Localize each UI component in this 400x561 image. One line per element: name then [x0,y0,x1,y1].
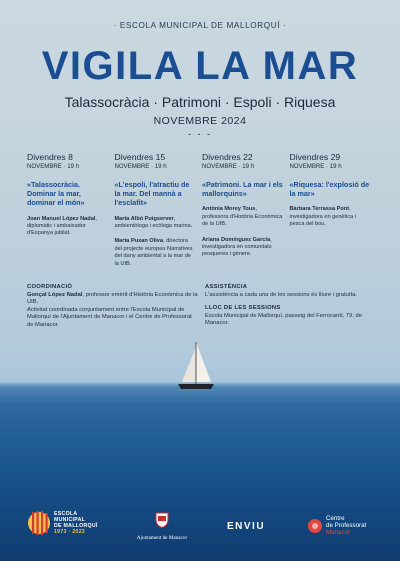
sessions-grid [27,152,377,268]
poster-month: NOVEMBRE 2024 [153,115,247,127]
session-title: «Patrimoni. La mar i els mallorquins» [202,180,283,199]
speaker-role: , professora d'Història Econòmica de la UIB. [202,206,283,228]
escola-years: 1973 · 2023 [54,529,85,535]
session-4 [290,152,378,268]
session-date: Divendres 15 [114,152,166,162]
escola-line2: MUNICIPAL [54,517,86,523]
session-time: NOVEMBRE · 19 h [114,163,167,170]
session-speaker [202,206,284,228]
session-speaker [202,237,284,259]
activity-text: Activitat coordinada conjuntament entre l'Escola Municipal de Mallorquí de l'Ajuntament de Manacor i el Centre de Professorat de Manacor. [27,306,192,328]
session-speaker [115,238,197,268]
venue-text: Escola Municipal de Mallorquí, passeig del Ferrocarril, 79, de Manacor. [205,312,362,327]
cp-line2: de Professorat [326,522,367,529]
speaker-name: Bàrbara Terrassa Pont [289,206,350,213]
escola-emblem-icon [28,510,50,536]
venue-heading: LLOC DE LES SESSIONS [205,305,281,312]
coordination-block [27,284,205,330]
session-date: Divendres 29 [289,152,341,162]
session-time: NOVEMBRE · 19 h [202,163,255,170]
practical-block [205,284,377,330]
poster-subtitle: Talassocràcia · Patrimoni · Espoli · Riquesa [64,94,336,110]
cp-star-icon [307,518,323,534]
session-speaker [27,216,109,238]
session-title: «Riquesa: l'explosió de la mar» [289,180,370,199]
shield-icon [155,512,169,528]
speaker-role: , directora del projecte europeu Narratives del dany ambiental a la mar de la UIB. [114,238,193,267]
session-speaker [115,216,197,231]
cp-line1: Centre [326,515,345,522]
coordinator-line [27,292,199,307]
speaker-name: Ariana Domínguez García [202,236,271,243]
escola-logo-text [54,511,98,535]
coordination-heading: COORDINACIÓ [27,284,73,290]
escola-logo [28,510,98,536]
speaker-role: , investigadora en genètica i pesca del bou. [289,206,357,228]
session-title: «Talassocràcia. Dominar la mar, dominar el món» [27,180,85,208]
session-speaker [290,206,372,228]
session-title: «L'espoli, l'atractiu de la mar. Del mannà a l'esclafit» [114,180,190,208]
logos-bar [28,510,376,546]
attendance-heading: ASSISTÈNCIA [205,284,248,290]
speaker-name: Marta Albó Puigserver [114,215,174,222]
speaker-name: Joan Manuel López Nadal [27,215,96,222]
session-date: Divendres 22 [202,152,253,162]
ajuntament-text: Ajuntament de Manacor [136,535,188,541]
session-date: Divendres 8 [27,152,73,162]
session-2 [115,152,203,268]
speaker-role: , investigadora en comunitats pesqueres i gènere. [202,236,272,258]
speaker-name: Marta Puxan Oliva [114,238,163,245]
organization-label: · ESCOLA MUNICIPAL DE MALLORQUÍ · [113,21,287,30]
enviu-logo: ENVIU [227,521,266,532]
cp-logo-text [326,515,366,536]
coordinator-name: Gonçal López Nadal [27,291,83,298]
separator: - - - [188,129,212,139]
coordinator-role: , professor emèrit d'Història Econòmica de la UIB. [27,291,198,306]
info-section [27,284,377,330]
speaker-role: , diplomàtic i ambaixador d'Espanya jubilat. [27,215,97,237]
attendance-text: L'assistència a cada una de les sessions és lliure i gratuïta. [205,291,357,298]
cp-line3: Manacor [326,529,351,536]
session-time: NOVEMBRE · 19 h [27,163,80,170]
session-time: NOVEMBRE · 19 h [289,163,342,170]
speaker-name: Antònia Morey Tous [202,206,256,213]
session-3 [202,152,290,268]
poster-title: VIGILA LA MAR [41,44,359,88]
escola-line3: DE MALLORQUÍ [54,523,98,529]
escola-line1: ESCOLA [54,511,78,517]
sailboat-icon [174,340,218,394]
ajuntament-logo [132,512,192,541]
session-1 [27,152,115,268]
cp-logo [307,515,366,536]
speaker-role: , ambientòloga i ecòloga marina. [114,215,193,230]
